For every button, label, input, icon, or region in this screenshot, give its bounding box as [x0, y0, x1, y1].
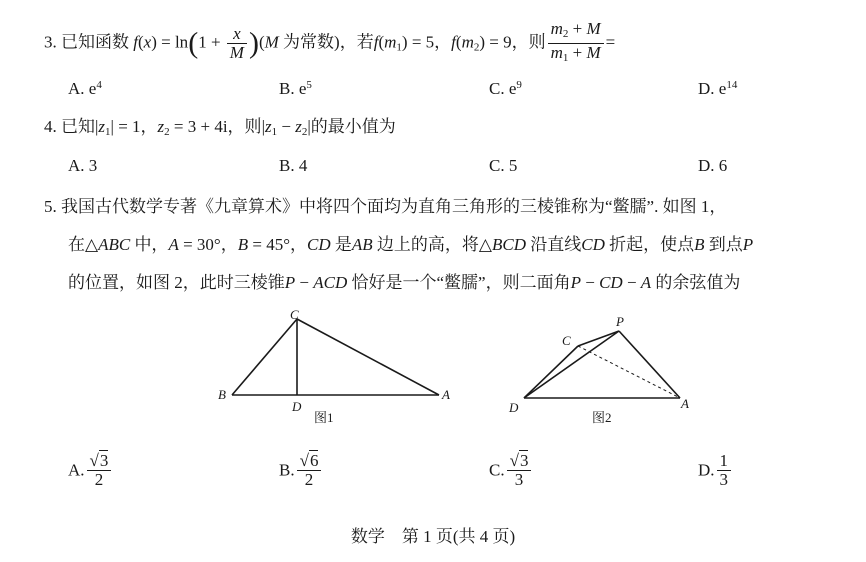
- fig2-label-d: D: [509, 400, 519, 415]
- q4-option-c: C. 5: [489, 156, 518, 175]
- q5-line-3: 的位置，如图 2，此时三棱锥P − ACD 恰好是一个“鳖臑”，则二面角P − CD − A 的余弦值为: [68, 273, 741, 292]
- fig2-label-a: A: [681, 396, 689, 411]
- figure-1: [210, 305, 460, 430]
- fig1-edge-bc: [232, 319, 297, 395]
- fig1-label-c: C: [290, 307, 299, 322]
- q5-line-1: 5. 我国古代数学专著《九章算术》中将四个面均为直角三角形的三棱锥称为“鳖臑”. 如图 1，: [44, 197, 727, 216]
- q5-line-2: 在△ABC 中，A = 30°，B = 45°，CD 是AB 边上的高，将△BCD 沿直线CD 折起，使点B 到点P: [68, 235, 754, 254]
- fig2-edge-dc: [524, 346, 578, 398]
- fig2-edge-cp: [578, 331, 619, 346]
- q4-stem: 4. 已知$|z_1| = 1$，$z_2 = 3 + 4i$，则$|z_1 - z_2|$的最小值为: [44, 117, 396, 138]
- fig1-label-a: A: [442, 387, 450, 402]
- q3-prefix: 已知函数: [61, 32, 129, 52]
- q3-inner-fraction: $\frac{x}{M}$: [227, 25, 247, 62]
- fig1-label-b: B: [218, 387, 226, 402]
- figure-2: [500, 308, 700, 430]
- q3-stem: 3. 已知函数 f(x) = ln(1 + $\frac{x}{M}$ )(M 为常数)，若$f(m_1) = 5$，$f(m_2) = 9$，则 $\frac{m_2 + M}{m_1 + M}$ =: [44, 20, 615, 67]
- fig1-edge-ca: [297, 319, 439, 395]
- q3-option-a: A. $e^4$: [68, 79, 102, 98]
- q4-option-b: B. 4: [279, 156, 308, 175]
- fig2-edge-pa: [619, 331, 680, 398]
- fig2-edge-dp: [524, 331, 619, 398]
- q4-option-a: A. 3: [68, 156, 98, 175]
- q5-option-b: B. $\frac{√6}{2}$: [279, 452, 323, 489]
- fig2-edge-ca-hidden: [578, 346, 680, 398]
- q3-option-c: C. $e^9$: [489, 79, 522, 98]
- q3-ratio-fraction: $\frac{m_2 + M}{m_1 + M}$: [548, 20, 604, 67]
- page-footer: 数学 第 1 页(共 4 页): [350, 527, 516, 546]
- fig1-label-d: D: [292, 399, 302, 414]
- q5-option-c: C. $\frac{√3}{3}$: [489, 452, 533, 489]
- q5-option-a: A. $\frac{√3}{2}$: [68, 452, 113, 489]
- q3-option-b: B. $e^5$: [279, 79, 312, 98]
- fig2-label-c: C: [562, 333, 571, 348]
- fig2-label-p: P: [616, 314, 624, 329]
- q3-option-d: D. $e^{14}$: [698, 79, 738, 98]
- fig2-caption: 图2: [592, 410, 612, 425]
- q3-number: 3.: [44, 32, 57, 52]
- q5-option-d: D. $\frac{1}{3}$: [698, 452, 733, 489]
- q4-option-d: D. 6: [698, 156, 728, 175]
- fig1-caption: 图1: [314, 410, 334, 425]
